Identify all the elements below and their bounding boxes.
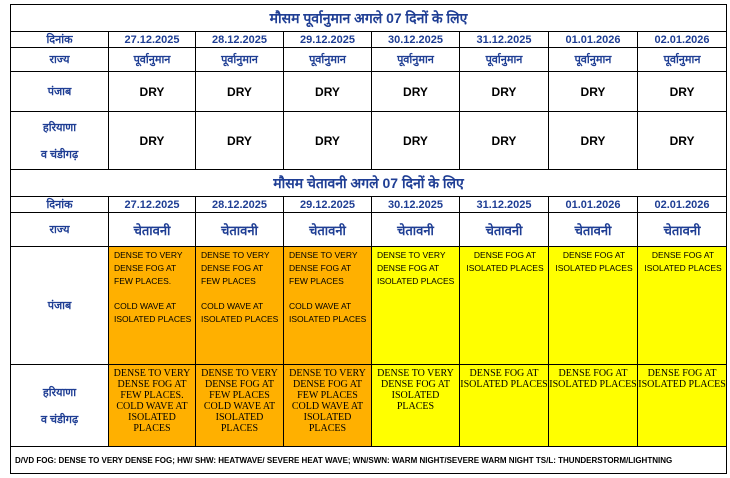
warning-type-label: चेतावनी bbox=[638, 213, 727, 247]
haryana-label-line2: व चंडीगढ़ bbox=[40, 413, 79, 426]
warning-type-label: चेतावनी bbox=[284, 213, 372, 247]
forecast-type-label: पूर्वानुमान bbox=[284, 48, 372, 72]
warning-type-label: चेतावनी bbox=[372, 213, 460, 247]
warning-date: 29.12.2025 bbox=[284, 197, 372, 213]
warning-text: DENSE TO VERY DENSE FOG AT FEW PLACES bbox=[289, 250, 358, 286]
warning-type-label: चेतावनी bbox=[549, 213, 638, 247]
warning-punjab-cell bbox=[284, 247, 372, 365]
warning-punjab-row bbox=[11, 247, 727, 365]
warning-haryana-cell: DENSE FOG AT ISOLATED PLACES bbox=[460, 365, 549, 447]
warning-date: 28.12.2025 bbox=[196, 197, 284, 213]
forecast-date: 31.12.2025 bbox=[460, 32, 549, 48]
warning-title-row bbox=[11, 170, 727, 197]
warning-punjab-cell bbox=[196, 247, 284, 365]
haryana-label-line1: हरियाणा bbox=[42, 121, 77, 134]
warning-text: DENSE FOG AT ISOLATED PLACES bbox=[555, 250, 633, 273]
warning-title: मौसम चेतावनी अगले 07 दिनों के लिए bbox=[11, 170, 727, 197]
forecast-haryana-cell: DRY bbox=[549, 112, 638, 170]
warning-punjab-cell bbox=[638, 247, 727, 365]
forecast-punjab-cell: DRY bbox=[109, 72, 196, 112]
warning-punjab-label: पंजाब bbox=[11, 247, 109, 365]
forecast-haryana-cell: DRY bbox=[109, 112, 196, 170]
forecast-date: 27.12.2025 bbox=[109, 32, 196, 48]
weather-bulletin bbox=[10, 4, 726, 474]
forecast-punjab-cell: DRY bbox=[549, 72, 638, 112]
forecast-type-label: पूर्वानुमान bbox=[196, 48, 284, 72]
forecast-date: 02.01.2026 bbox=[638, 32, 727, 48]
warning-text: DENSE TO VERY DENSE FOG AT FEW PLACES bbox=[201, 250, 270, 286]
warning-haryana-cell: DENSE FOG AT ISOLATED PLACES bbox=[549, 365, 638, 447]
forecast-date-row bbox=[11, 32, 727, 48]
warning-haryana-cell: DENSE FOG AT ISOLATED PLACES bbox=[638, 365, 727, 447]
warning-text: DENSE TO VERY DENSE FOG AT FEW PLACES. bbox=[114, 250, 183, 286]
forecast-haryana-row bbox=[11, 112, 727, 170]
forecast-title: मौसम पूर्वानुमान अगले 07 दिनों के लिए bbox=[11, 5, 727, 32]
warning-date: 30.12.2025 bbox=[372, 197, 460, 213]
forecast-punjab-cell: DRY bbox=[196, 72, 284, 112]
warning-type-label: चेतावनी bbox=[109, 213, 196, 247]
warning-haryana-cell: DENSE TO VERY DENSE FOG AT FEW PLACES COLD WAVE AT ISOLATED PLACES bbox=[284, 365, 372, 447]
warning-punjab-cell bbox=[460, 247, 549, 365]
warning-haryana-cell: DENSE TO VERY DENSE FOG AT FEW PLACES. COLD WAVE AT ISOLATED PLACES bbox=[109, 365, 196, 447]
warning-haryana-cell: DENSE TO VERY DENSE FOG AT ISOLATED PLACES bbox=[372, 365, 460, 447]
warning-date: 02.01.2026 bbox=[638, 197, 727, 213]
forecast-haryana-label bbox=[11, 112, 109, 170]
forecast-punjab-cell: DRY bbox=[638, 72, 727, 112]
warning-punjab-cell bbox=[549, 247, 638, 365]
warning-type-row bbox=[11, 213, 727, 247]
warning-text: COLD WAVE AT ISOLATED PLACES bbox=[289, 301, 367, 324]
forecast-haryana-cell: DRY bbox=[372, 112, 460, 170]
warning-haryana-label bbox=[11, 365, 109, 447]
haryana-label-line2: व चंडीगढ़ bbox=[40, 148, 79, 161]
forecast-haryana-cell: DRY bbox=[638, 112, 727, 170]
warning-punjab-cell bbox=[372, 247, 460, 365]
forecast-punjab-label: पंजाब bbox=[11, 72, 109, 112]
forecast-type-label: पूर्वानुमान bbox=[460, 48, 549, 72]
forecast-type-row bbox=[11, 48, 727, 72]
warning-haryana-row bbox=[11, 365, 727, 447]
legend-text: D/VD FOG: DENSE TO VERY DENSE FOG; HW/ SHW: HEATWAVE/ SEVERE HEAT WAVE; WN/SWN: WARM NIGHT/SEVERE WARM NIGHT TS/L: THUNDERSTORM/LIGHTNING bbox=[11, 447, 727, 474]
warning-text: DENSE FOG AT ISOLATED PLACES bbox=[466, 250, 544, 273]
legend-row bbox=[11, 447, 727, 474]
warning-type-label: चेतावनी bbox=[196, 213, 284, 247]
forecast-date: 29.12.2025 bbox=[284, 32, 372, 48]
forecast-type-label: पूर्वानुमान bbox=[638, 48, 727, 72]
forecast-punjab-row bbox=[11, 72, 727, 112]
forecast-type-label: पूर्वानुमान bbox=[109, 48, 196, 72]
forecast-haryana-cell: DRY bbox=[196, 112, 284, 170]
forecast-date: 01.01.2026 bbox=[549, 32, 638, 48]
warning-date: 01.01.2026 bbox=[549, 197, 638, 213]
forecast-haryana-cell: DRY bbox=[284, 112, 372, 170]
forecast-punjab-cell: DRY bbox=[284, 72, 372, 112]
forecast-state-label: राज्य bbox=[11, 48, 109, 72]
warning-text: DENSE TO VERY DENSE FOG AT ISOLATED PLACES bbox=[377, 250, 455, 286]
warning-text: DENSE FOG AT ISOLATED PLACES bbox=[644, 250, 722, 273]
warning-text: COLD WAVE AT ISOLATED PLACES bbox=[201, 301, 279, 324]
warning-date-row bbox=[11, 197, 727, 213]
warning-punjab-cell bbox=[109, 247, 196, 365]
warning-text: COLD WAVE AT ISOLATED PLACES bbox=[114, 301, 192, 324]
warning-state-label: राज्य bbox=[11, 213, 109, 247]
forecast-date: 30.12.2025 bbox=[372, 32, 460, 48]
warning-date: 27.12.2025 bbox=[109, 197, 196, 213]
forecast-haryana-cell: DRY bbox=[460, 112, 549, 170]
warning-haryana-cell: DENSE TO VERY DENSE FOG AT FEW PLACES COLD WAVE AT ISOLATED PLACES bbox=[196, 365, 284, 447]
forecast-type-label: पूर्वानुमान bbox=[549, 48, 638, 72]
forecast-punjab-cell: DRY bbox=[460, 72, 549, 112]
forecast-type-label: पूर्वानुमान bbox=[372, 48, 460, 72]
haryana-label-line1: हरियाणा bbox=[42, 386, 77, 399]
warning-type-label: चेतावनी bbox=[460, 213, 549, 247]
forecast-title-row bbox=[11, 5, 727, 32]
warning-date-label: दिनांक bbox=[11, 197, 109, 213]
forecast-punjab-cell: DRY bbox=[372, 72, 460, 112]
forecast-date: 28.12.2025 bbox=[196, 32, 284, 48]
bulletin-table bbox=[10, 4, 727, 474]
warning-date: 31.12.2025 bbox=[460, 197, 549, 213]
forecast-date-label: दिनांक bbox=[11, 32, 109, 48]
